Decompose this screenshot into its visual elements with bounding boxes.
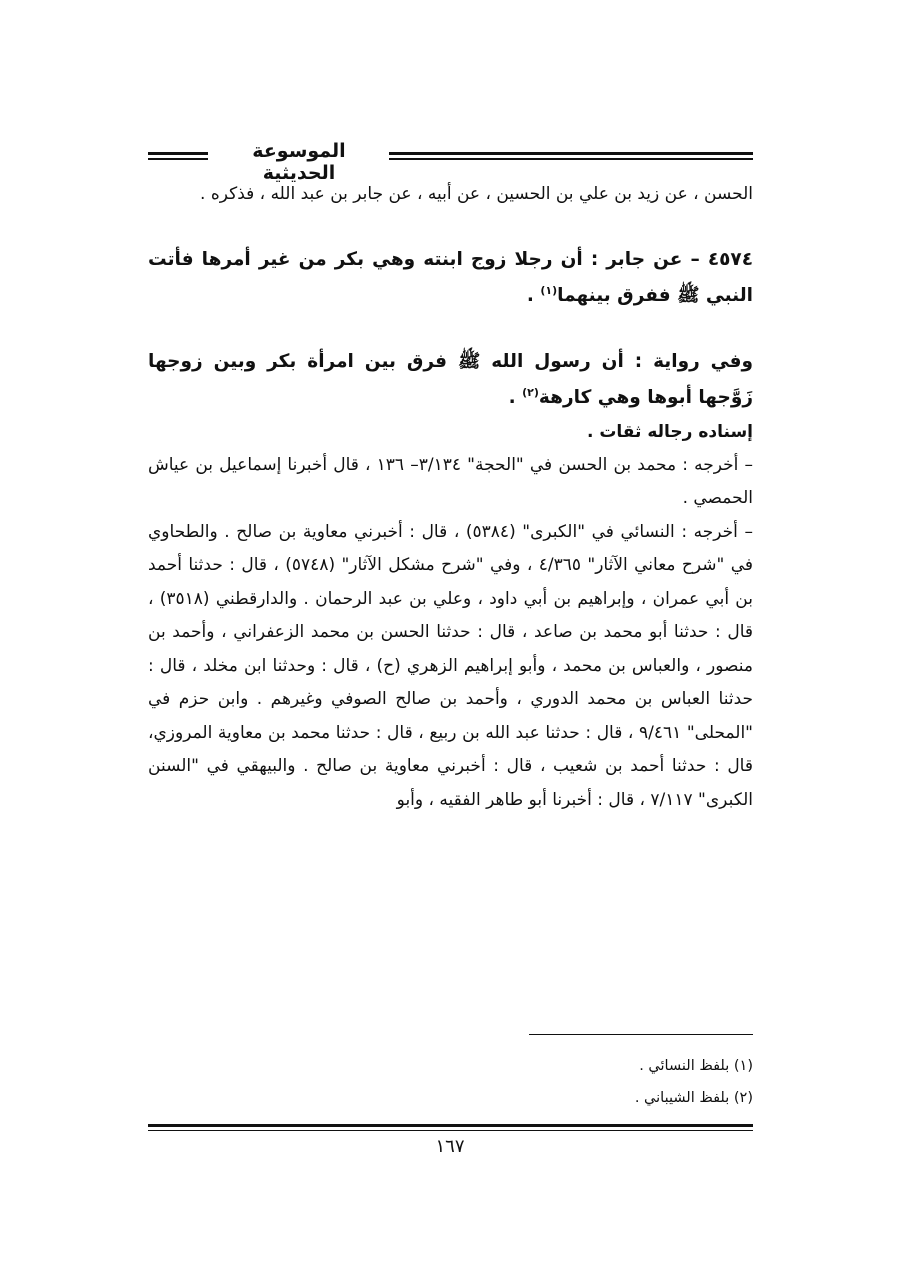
riwaya-text: وفي رواية : أن رسول الله ﷺ فرق بين امرأة بكر وبين زوجها زَوَّجها أبوها وهي كارهة — [148, 350, 753, 408]
header-title: الموسوعة الحديثية — [252, 140, 346, 184]
header-rule-right — [389, 152, 753, 160]
footnote-1: (١) بلفظ النسائي . — [639, 1058, 753, 1074]
takhrij-paragraph-1: – أخرجه : محمد بن الحسن في "الحجة" ٣/١٣٤– ١٣٦ ، قال أخبرنا إسماعيل بن عياش الحمصي . — [148, 454, 754, 508]
riwaya-end: . — [508, 386, 523, 408]
continuation-paragraph: الحسن ، عن زيد بن علي بن الحسين ، عن أبيه ، عن جابر بن عبد الله ، فذكره . — [200, 184, 753, 204]
header-rule-left — [148, 152, 208, 160]
main-text — [148, 178, 753, 817]
hadith-text: ٤٥٧٤ – عن جابر : أن رجلا زوج ابنته وهي بكر من غير أمرها فأتت النبي ﷺ ففرق بينهما — [148, 248, 753, 306]
bottom-rule — [148, 1124, 753, 1131]
hadith-end: . — [526, 284, 541, 306]
riwaya-paragraph — [148, 344, 753, 416]
takhrij-paragraph-2: – أخرجه : النسائي في "الكبرى" (٥٣٨٤) ، قال : أخبرني معاوية بن صالح . والطحاوي في "شرح معاني الآثار" ٤/٣٦٥ ، وفي "شرح مشكل الآثار" (٥٧٤٨) ، قال : حدثنا أحمد بن أبي عمران ، وإبراهيم بن أبي داود ، وعلي بن عبد الرحمان . والدارقطني (٣٥١٨) ، قال : حدثنا أبو محمد بن صاعد ، قال : حدثنا الحسن بن محمد الزعفراني ، وأحمد بن منصور ، والعباس بن محمد ، وأبو إبراهيم الزهري (ح) ، قال : وحدثنا ابن مخلد ، قال : حدثنا العباس بن محمد الدوري ، وأحمد بن صالح الصوفي وغيرهم . وابن حزم في "المحلى" ٩/٤٦١ ، قال : حدثنا عبد الله بن ربيع ، قال : حدثنا محمد بن معاوية المروزي، قال : حدثنا أحمد بن شعيب ، قال : أخبرني معاوية بن صالح . والبيهقي في "السنن الكبرى" ٧/١١٧ ، قال : أخبرنا أبو طاهر الفقيه ، وأبو — [148, 521, 754, 810]
isnad-line: إسناده رجاله ثقات . — [586, 421, 753, 442]
hadith-paragraph — [148, 242, 753, 314]
running-header — [148, 136, 753, 184]
footnote-mark-1: (١) — [540, 283, 558, 297]
footnote-mark-2: (٢) — [522, 385, 539, 399]
page-number: ١٦٧ — [435, 1136, 465, 1157]
footnote-2: (٢) بلفظ الشيباني . — [634, 1090, 753, 1106]
footnotes — [148, 1050, 753, 1114]
footnote-separator — [529, 1034, 753, 1035]
